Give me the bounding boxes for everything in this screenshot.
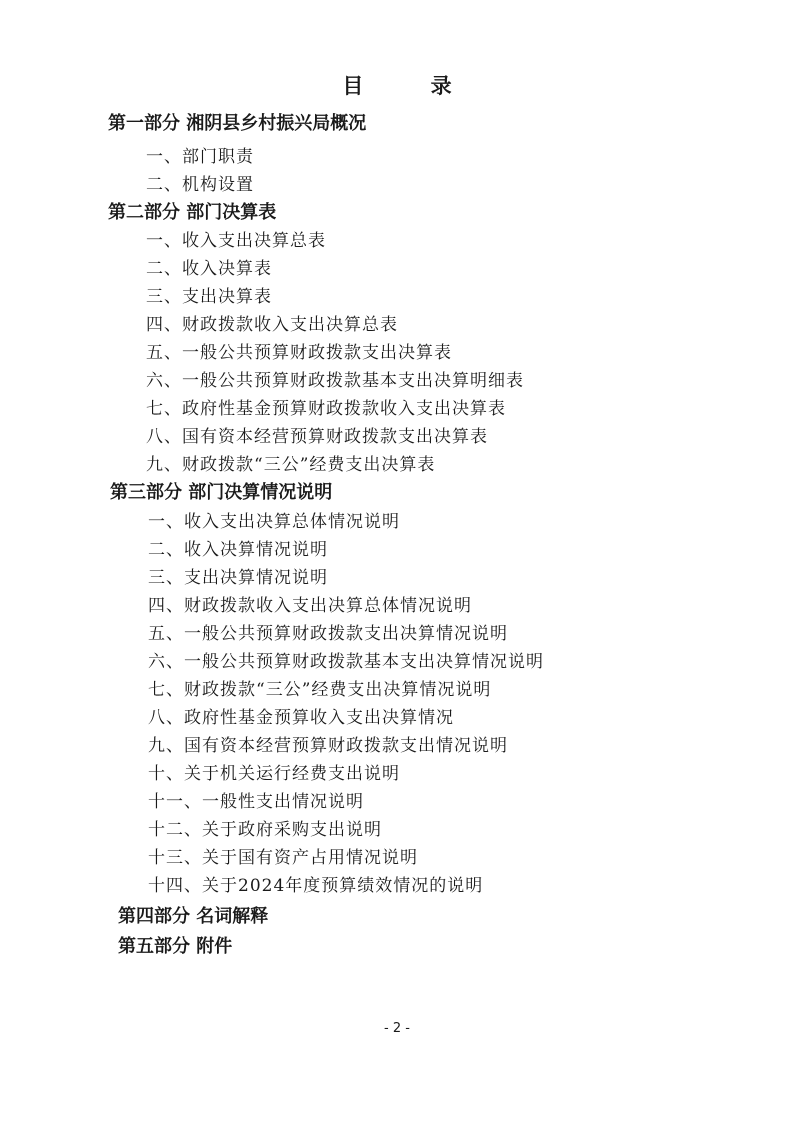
toc-item: 二、收入决算表 (146, 259, 272, 279)
toc-item: 二、收入决算情况说明 (148, 540, 328, 560)
page-number: - 2 - (384, 1021, 410, 1036)
toc-item: 九、国有资本经营预算财政拨款支出情况说明 (148, 736, 508, 756)
toc-part-1: 第一部分 湘阴县乡村振兴局概况 (108, 113, 367, 134)
toc-item: 七、政府性基金预算财政拨款收入支出决算表 (146, 399, 506, 419)
toc-item: 十、关于机关运行经费支出说明 (148, 764, 400, 784)
toc-title: 目 录 (342, 73, 482, 98)
toc-item: 十四、关于2024年度预算绩效情况的说明 (148, 876, 484, 896)
toc-part-5: 第五部分 附件 (118, 936, 233, 957)
toc-item: 五、一般公共预算财政拨款支出决算表 (146, 343, 452, 363)
toc-part-2: 第二部分 部门决算表 (108, 202, 277, 223)
toc-item: 六、一般公共预算财政拨款基本支出决算明细表 (146, 371, 524, 391)
toc-item: 三、支出决算情况说明 (148, 568, 328, 588)
toc-part-4: 第四部分 名词解释 (118, 906, 269, 927)
toc-item: 八、政府性基金预算收入支出决算情况 (148, 708, 454, 728)
toc-item: 一、收入支出决算总表 (146, 231, 326, 251)
toc-item: 十一、一般性支出情况说明 (148, 792, 364, 812)
toc-item: 五、一般公共预算财政拨款支出决算情况说明 (148, 624, 508, 644)
toc-item: 一、部门职责 (146, 147, 254, 167)
toc-item: 二、机构设置 (146, 175, 254, 195)
toc-item: 九、财政拨款“三公”经费支出决算表 (146, 455, 436, 475)
toc-item: 七、财政拨款“三公”经费支出决算情况说明 (148, 680, 492, 700)
toc-item: 一、收入支出决算总体情况说明 (148, 512, 400, 532)
toc-item: 三、支出决算表 (146, 287, 272, 307)
toc-item: 四、财政拨款收入支出决算总体情况说明 (148, 596, 472, 616)
toc-part-3: 第三部分 部门决算情况说明 (110, 482, 333, 503)
toc-item: 八、国有资本经营预算财政拨款支出决算表 (146, 427, 488, 447)
toc-item: 十三、关于国有资产占用情况说明 (148, 848, 418, 868)
toc-item: 四、财政拨款收入支出决算总表 (146, 315, 398, 335)
toc-item: 六、一般公共预算财政拨款基本支出决算情况说明 (148, 652, 544, 672)
toc-item: 十二、关于政府采购支出说明 (148, 820, 382, 840)
